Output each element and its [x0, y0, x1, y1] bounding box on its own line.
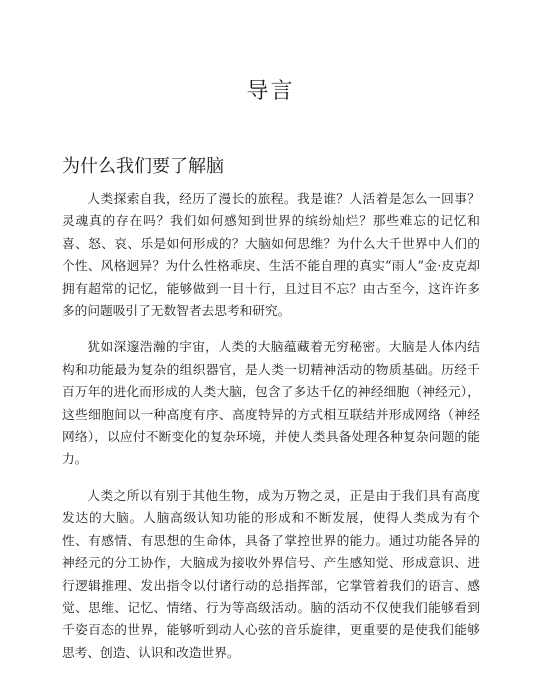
paragraph-3: 人类之所以有别于其他生物，成为万物之灵，正是由于我们具有高度发达的大脑。人脑高级认知功能的形成和不断发展，使得人类成为有个性、有感情、有思想的生命体，具备了掌控世界的能力。通过功能各异的神经元的分工协作，大脑成为接收外界信号、产生感知觉、形成意识、进行逻辑推理、发出指令以付诸行动的总指挥部，它掌管着我们的语言、感觉、思维、记忆、情绪、行为等高级活动。脑的活动不仅使我们能够看到千姿百态的世界，能够听到动人心弦的音乐旋律，更重要的是使我们能够思考、创造、认识和改造世界。 [62, 487, 480, 660]
paragraph-2: 犹如深邃浩瀚的宇宙，人类的大脑蕴藏着无穷秘密。大脑是人体内结构和功能最为复杂的组织器官，是人类一切精神活动的物质基础。历经千百万年的进化而形成的人类大脑，包含了多达千亿的神经细胞（神经元），这些细胞间以一种高度有序、高度特异的方式相互联结并形成网络（神经网络），以应付不断变化的复杂环境，并使人类具备处理各种复杂问题的能力。 [62, 339, 480, 467]
chapter-title: 导言 [246, 79, 295, 104]
body-text [62, 188, 480, 678]
paragraph-1: 人类探索自我，经历了漫长的旅程。我是谁？人活着是怎么一回事？灵魂真的存在吗？我们如何感知到世界的缤纷灿烂？那些难忘的记忆和喜、怒、哀、乐是如何形成的？大脑如何思维？为什么大千世界中人们的个性、风格迥异？为什么性格乖戾、生活不能自理的真实“雨人”金·皮克却拥有超常的记忆，能够做到一目十行，且过目不忘？由古至今，这许许多多的问题吸引了无数智者去思考和研究。 [62, 191, 480, 319]
section-heading: 为什么我们要了解脑 [62, 156, 224, 177]
